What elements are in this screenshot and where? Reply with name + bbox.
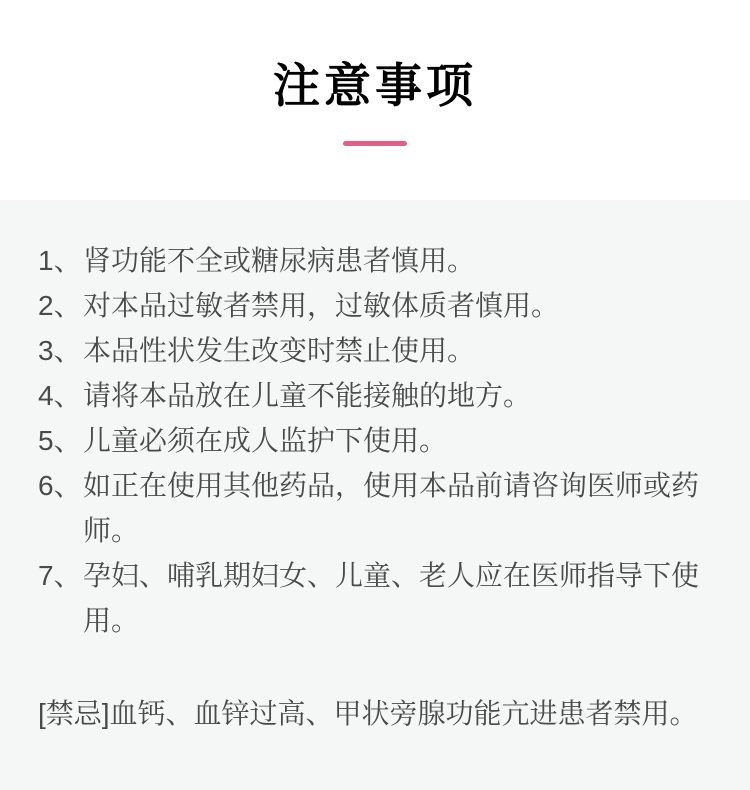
list-item-line	[38, 463, 720, 508]
item-number: 4、	[38, 380, 82, 411]
list-item-line-continuation: 用。	[83, 605, 140, 636]
item-text: 如正在使用其他药品，使用本品前请咨询医师或药	[83, 470, 700, 501]
list-item	[38, 283, 720, 328]
item-number: 2、	[38, 290, 82, 321]
item-number: 3、	[38, 335, 82, 366]
precautions-list	[0, 200, 750, 736]
list-item-line	[38, 238, 720, 283]
contraindication-text: [禁忌]血钙、血锌过高、甲状旁腺功能亢进患者禁用。	[38, 698, 698, 729]
header-section	[0, 0, 750, 200]
item-number: 7、	[38, 560, 82, 591]
list-item	[38, 463, 720, 553]
item-text: 本品性状发生改变时禁止使用。	[83, 335, 476, 366]
item-number: 1、	[38, 245, 82, 276]
item-text: 儿童必须在成人监护下使用。	[83, 425, 448, 456]
list-item-line	[38, 418, 720, 463]
list-item	[38, 373, 720, 418]
list-item	[38, 553, 720, 643]
list-item-line-continuation: 师。	[83, 515, 140, 546]
item-text: 对本品过敏者禁用，过敏体质者慎用。	[83, 290, 560, 321]
list-item-line	[38, 553, 720, 598]
list-item	[38, 328, 720, 373]
item-number: 5、	[38, 425, 82, 456]
title-divider	[343, 141, 407, 146]
list-item-line	[38, 328, 720, 373]
item-text: 孕妇、哺乳期妇女、儿童、老人应在医师指导下使	[83, 560, 700, 591]
list-item-line	[38, 283, 720, 328]
list-item	[38, 238, 720, 283]
item-text: 肾功能不全或糖尿病患者慎用。	[83, 245, 476, 276]
page-title: 注意事项	[273, 59, 477, 112]
list-item-line	[38, 373, 720, 418]
list-item	[38, 418, 720, 463]
item-text: 请将本品放在儿童不能接触的地方。	[83, 380, 532, 411]
item-number: 6、	[38, 470, 82, 501]
